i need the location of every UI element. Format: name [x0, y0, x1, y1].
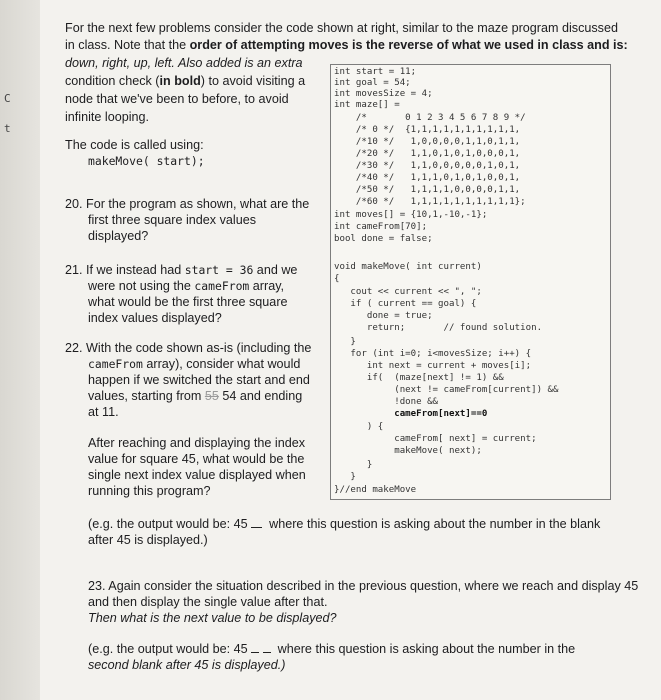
code-line: /* 0 */ {1,1,1,1,1,1,1,1,1,1,: [334, 125, 521, 135]
answer-blank: [251, 517, 262, 528]
code-line: cout << current << ", ";: [334, 287, 482, 297]
code-line: if ( current == goal) {: [334, 299, 477, 309]
q20-line: first three square index values: [88, 213, 257, 227]
called-code: makeMove( start);: [88, 154, 205, 168]
code-line: }: [334, 460, 373, 470]
code-line: /* 0 1 2 3 4 5 6 7 8 9 */: [334, 113, 526, 123]
code-line: for (int i=0; i<movesSize; i++) {: [334, 349, 532, 359]
answer-blank: [251, 642, 259, 653]
q22-line: values, starting from 55 54 and ending: [88, 389, 303, 403]
q22-line: happen if we switched the start and end: [88, 373, 310, 387]
q21-line: 21. If we instead had start = 36 and we: [65, 263, 298, 277]
code-listing: [330, 64, 611, 500]
q22-line: cameFrom array), consider what would: [88, 357, 301, 371]
code-line: int movesSize = 4;: [334, 89, 433, 99]
left-page-edge: [0, 0, 40, 700]
intro-line: infinite looping.: [65, 110, 150, 124]
q23-line: 23. Again consider the situation described in the previous question, where we reach and display 45: [88, 579, 639, 593]
q20-line: displayed?: [88, 229, 149, 243]
code-line: return; // found solution.: [334, 323, 543, 333]
q22-line: at 11.: [88, 405, 119, 419]
code-line: /*40 */ 1,1,1,0,1,0,1,0,0,1,: [334, 173, 521, 183]
code-line-bold: cameFrom[next]==0: [334, 409, 488, 419]
code-line: }//end makeMove: [334, 485, 417, 495]
q22-after-line: running this program?: [88, 484, 211, 498]
q22-after-line: value for square 45, what would be the: [88, 452, 305, 466]
code-line: cameFrom[ next] = current;: [334, 434, 537, 444]
intro-line: down, right, up, left. Also added is an extra: [65, 56, 303, 70]
q22-after-line: single next index value displayed when: [88, 468, 306, 482]
code-line: (next != cameFrom[current]) &&: [334, 385, 559, 395]
code-line: ) {: [334, 422, 384, 432]
q22-example: after 45 is displayed.): [88, 533, 208, 547]
code-line: int start = 11;: [334, 67, 417, 77]
q22-after-line: After reaching and displaying the index: [88, 436, 306, 450]
q21-line: what would be the first three square: [88, 295, 288, 309]
code-line: /*50 */ 1,1,1,1,0,0,0,0,1,1,: [334, 185, 521, 195]
q21-line: index values displayed?: [88, 311, 222, 325]
edge-mark: C: [4, 92, 11, 105]
called-text: The code is called using:: [65, 138, 204, 152]
code-line: int moves[] = {10,1,-10,-1};: [334, 210, 488, 220]
q23-example: (e.g. the output would be: 45 where this question is asking about the number in the: [88, 642, 576, 656]
code-line: /*60 */ 1,1,1,1,1,1,1,1,1,1};: [334, 197, 526, 207]
code-line: makeMove( next);: [334, 446, 482, 456]
code-line: void makeMove( int current): [334, 262, 482, 272]
q22-line: 22. With the code shown as-is (including the: [65, 341, 312, 355]
intro-line: node that we've been to before, to avoid: [65, 92, 289, 106]
code-line: !done &&: [334, 397, 439, 407]
code-line: int maze[] =: [334, 100, 400, 110]
intro-line: condition check (in bold) to avoid visiting a: [65, 74, 306, 88]
q23-line: and then display the single value after that.: [88, 595, 328, 609]
intro-line: in class. Note that the order of attempting moves is the reverse of what we used in class and is:: [65, 38, 628, 52]
answer-blank: [263, 642, 271, 653]
code-line: }: [334, 472, 356, 482]
code-line: if( (maze[next] != 1) &&: [334, 373, 504, 383]
intro-line: For the next few problems consider the code shown at right, similar to the maze program discussed: [65, 21, 618, 35]
q21-line: were not using the cameFrom array,: [88, 279, 285, 293]
code-line: /*30 */ 1,1,0,0,0,0,0,1,0,1,: [334, 161, 521, 171]
q20-line: 20. For the program as shown, what are the: [65, 197, 310, 211]
code-line: /*20 */ 1,1,0,1,0,1,0,0,0,1,: [334, 149, 521, 159]
q23-line: Then what is the next value to be displayed?: [88, 611, 337, 625]
q22-example: (e.g. the output would be: 45 where this question is asking about the number in the blank: [88, 517, 601, 531]
code-line: }: [334, 337, 356, 347]
code-line: {: [334, 274, 340, 284]
code-line: int goal = 54;: [334, 78, 411, 88]
code-line: /*10 */ 1,0,0,0,0,1,1,0,1,1,: [334, 137, 521, 147]
code-line: int cameFrom[70];: [334, 222, 428, 232]
code-line: done = true;: [334, 311, 433, 321]
edge-mark: t: [4, 122, 11, 135]
code-line: int next = current + moves[i];: [334, 361, 532, 371]
code-line: bool done = false;: [334, 234, 433, 244]
q23-example: second blank after 45 is displayed.): [88, 658, 286, 672]
